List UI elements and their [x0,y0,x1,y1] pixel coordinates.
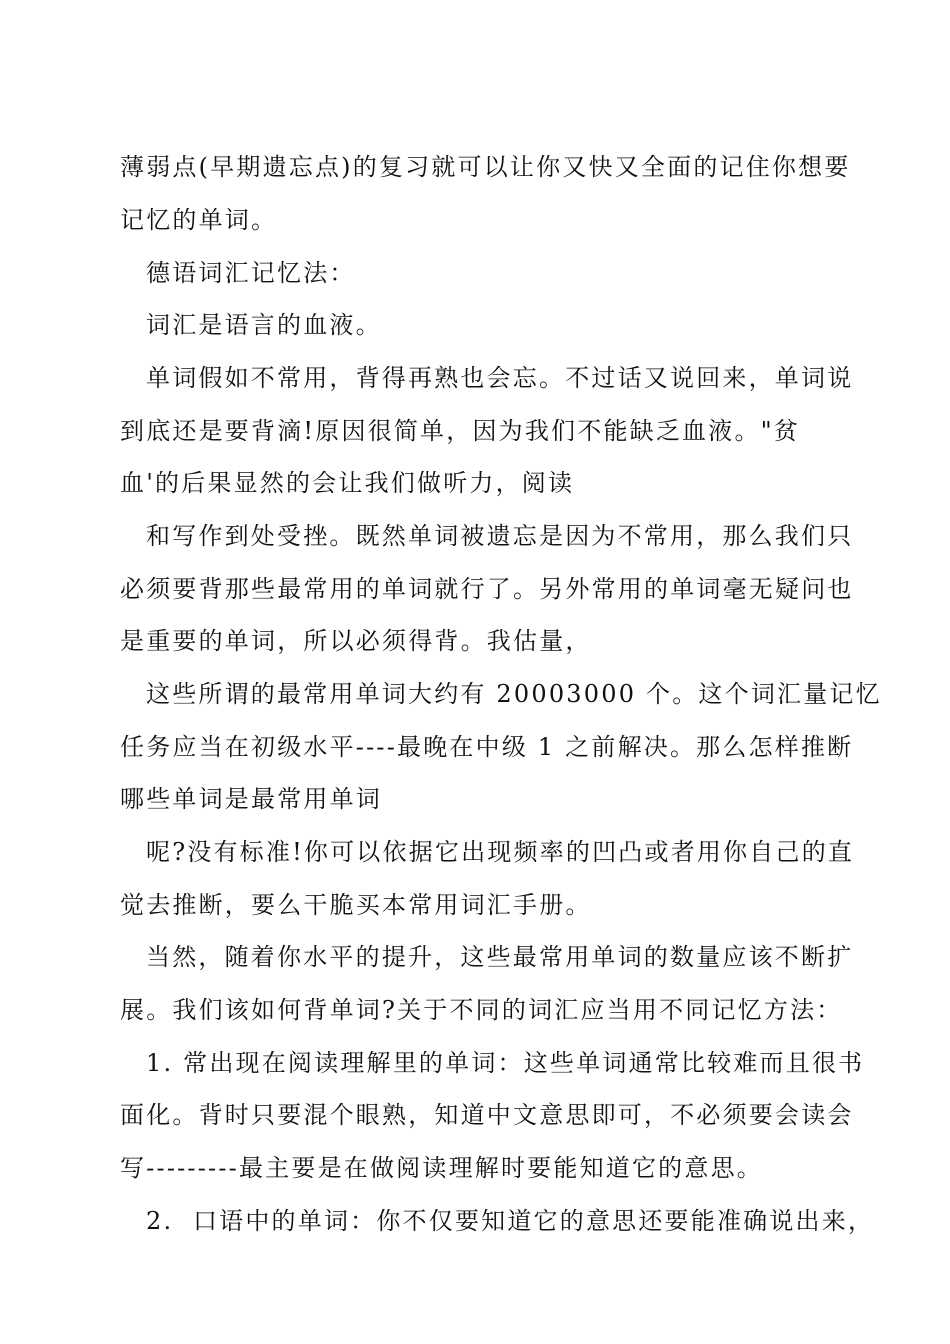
text-line: 哪些单词是最常用单词 [120,785,382,813]
text-line: 展。我们该如何背单词?关于不同的词汇应当用不同记忆方法： [120,996,843,1024]
section-heading: 德语词汇记忆法： [146,259,356,287]
text-line: 词汇是语言的血液。 [146,311,382,339]
text-line: 这些所谓的最常用单词大约有 20003000 个。这个词汇量记忆 [146,680,882,708]
text-line: 面化。背时只要混个眼熟，知道中文意思即可，不必须要会读会 [120,1101,854,1129]
text-line: 是重要的单词，所以必须得背。我估量， [120,627,592,655]
text-line: 觉去推断，要么干脆买本常用词汇手册。 [120,891,592,919]
text-line: 记忆的单词。 [120,206,278,234]
text-line: 任务应当在初级水平----最晚在中级 1 之前解决。那么怎样推断 [120,733,854,761]
text-line: 写---------最主要是在做阅读理解时要能知道它的意思。 [120,1154,763,1182]
text-line: 薄弱点(早期遗忘点)的复习就可以让你又快又全面的记住你想要 [120,153,851,181]
text-line: 血'的后果显然的会让我们做听力，阅读 [120,469,575,497]
list-item: 1. 常出现在阅读理解里的单词：这些单词通常比较难而且很书 [146,1049,865,1077]
text-line: 单词假如不常用，背得再熟也会忘。不过话又说回来，单词说 [146,364,854,392]
list-item: 2. 口语中的单词：你不仅要知道它的意思还要能准确说出来， [146,1207,875,1235]
text-line: 必须要背那些最常用的单词就行了。另外常用的单词毫无疑问也 [120,575,854,603]
text-line: 当然，随着你水平的提升，这些最常用单词的数量应该不断扩 [146,943,854,971]
text-line: 和写作到处受挫。既然单词被遗忘是因为不常用，那么我们只 [146,522,854,550]
text-line: 呢?没有标准!你可以依据它出现频率的凹凸或者用你自己的直 [146,838,855,866]
text-line: 到底还是要背滴!原因很简单，因为我们不能缺乏血液。"贫 [120,417,801,445]
